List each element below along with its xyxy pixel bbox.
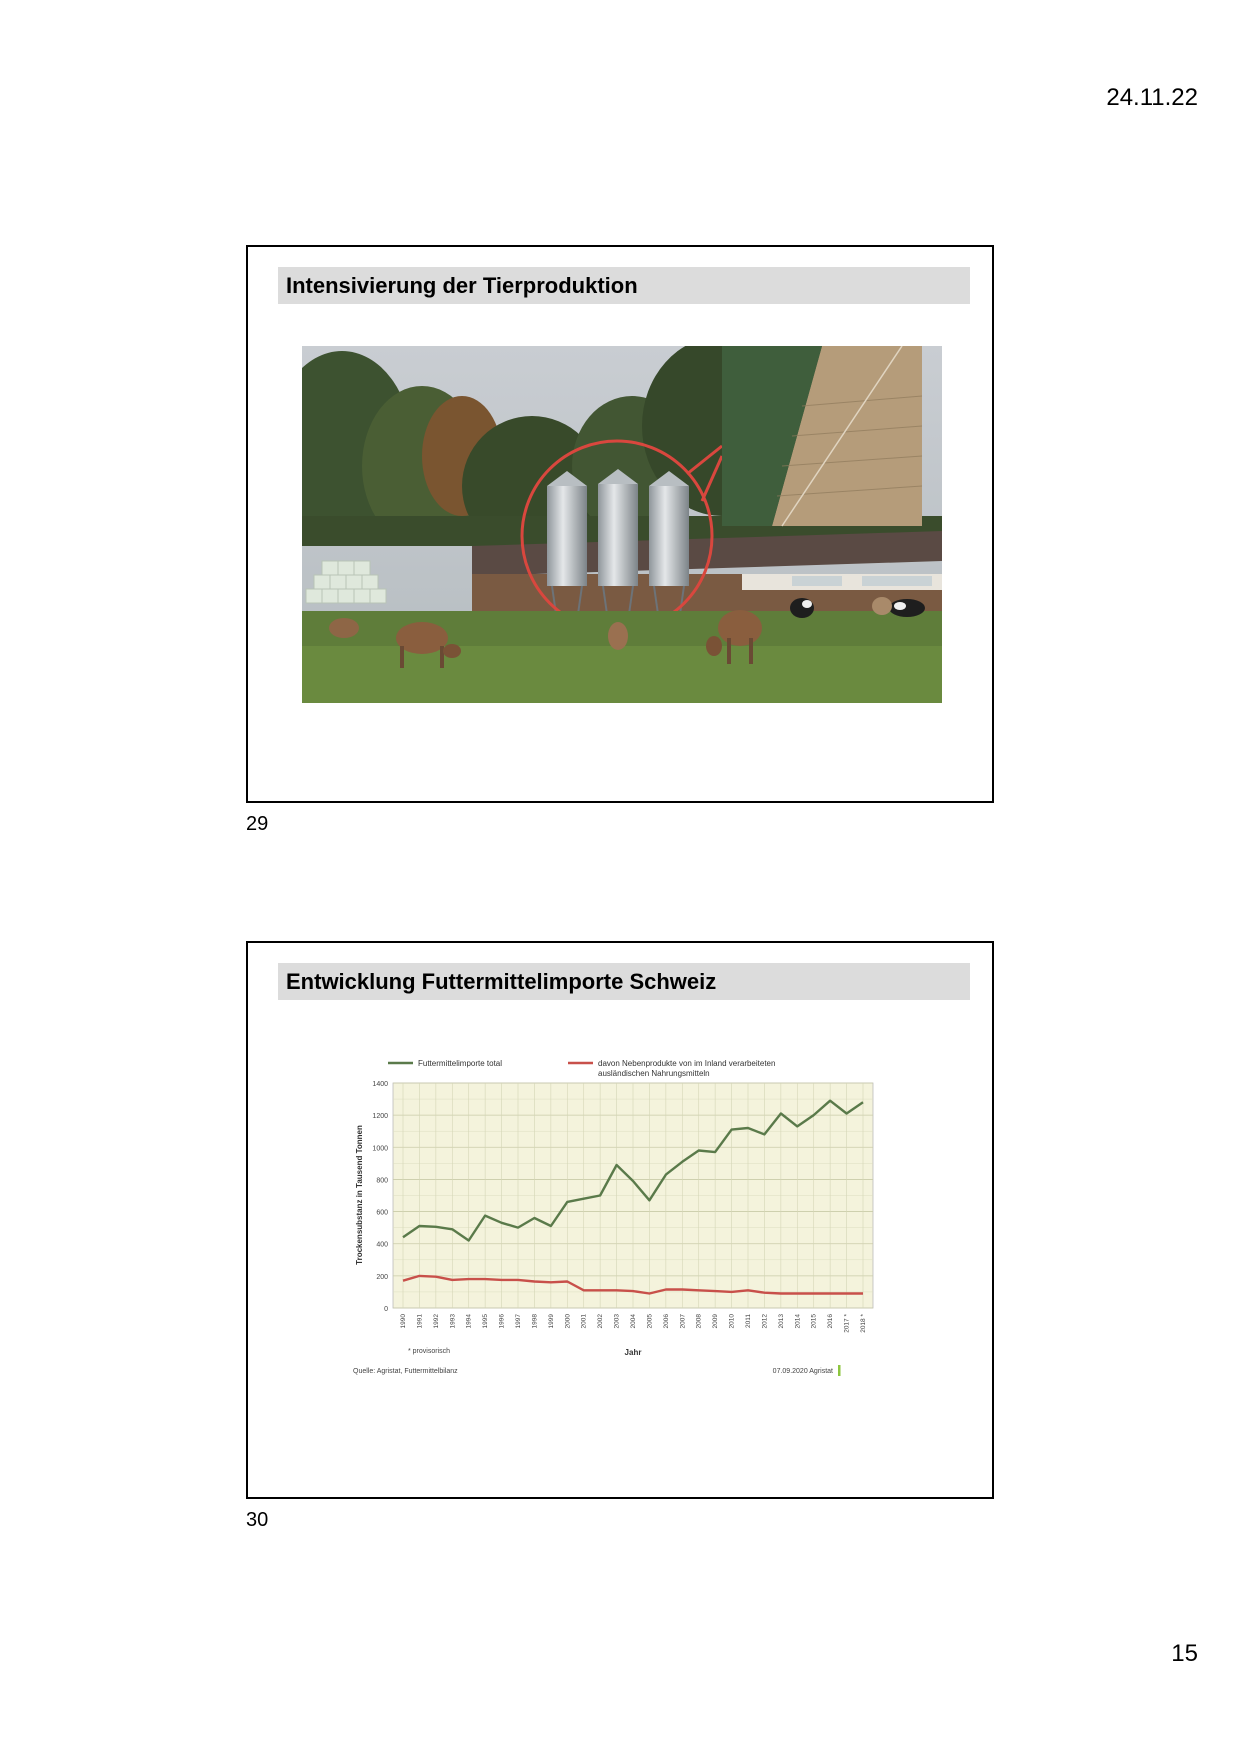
x-tick-label: 2001 — [580, 1314, 588, 1329]
x-tick-label: 2002 — [597, 1314, 605, 1329]
y-tick-label: 400 — [376, 1241, 388, 1249]
line-chart — [348, 1053, 908, 1383]
x-tick-label: 2004 — [630, 1314, 637, 1329]
legend — [388, 1059, 778, 1078]
x-tick-label: 1994 — [465, 1314, 473, 1329]
x-tick-label: 2000 — [564, 1314, 572, 1329]
legend-label-byproducts — [598, 1059, 778, 1078]
y-tick-label: 200 — [376, 1273, 388, 1281]
x-axis-ticks — [400, 1314, 867, 1333]
credit-marker — [838, 1365, 841, 1376]
chart-credit: 07.09.2020 Agristat — [772, 1368, 833, 1375]
x-tick-label: 2014 — [794, 1314, 802, 1329]
legend-label-line1: davon Nebenprodukte von im Inland verarbeiteten — [598, 1059, 776, 1068]
slide-number: 29 — [246, 813, 269, 835]
page-number: 15 — [1171, 1640, 1198, 1667]
slide-title: Entwicklung Futtermittelimporte Schweiz — [278, 963, 970, 1000]
x-tick-label: 2017 * — [843, 1314, 851, 1333]
x-tick-label: 1993 — [449, 1314, 457, 1329]
x-tick-label: 2018 * — [860, 1314, 867, 1333]
chart-footnote: * provisorisch — [408, 1348, 451, 1355]
x-tick-label: 2003 — [613, 1314, 621, 1329]
y-axis-label: Trockensubstanz in Tausend Tonnen — [355, 1125, 364, 1265]
x-tick-label: 1997 — [515, 1314, 522, 1329]
x-tick-label: 2010 — [728, 1314, 736, 1329]
y-tick-label: 0 — [384, 1306, 388, 1313]
x-tick-label: 2007 — [679, 1314, 687, 1329]
header-date: 24.11.22 — [1106, 84, 1198, 111]
legend-label-line2: ausländischen Nahrungsmitteln — [598, 1069, 710, 1078]
slide-29 — [246, 245, 994, 803]
x-tick-label: 2008 — [695, 1314, 703, 1329]
x-tick-label: 2011 — [745, 1314, 752, 1328]
slide-number: 30 — [246, 1509, 269, 1531]
y-tick-label: 1000 — [372, 1145, 388, 1153]
chart-source: Quelle: Agristat, Futtermittelbilanz — [353, 1368, 458, 1375]
x-tick-label: 2015 — [810, 1314, 818, 1329]
slide-title: Intensivierung der Tierproduktion — [278, 267, 970, 304]
farm-photo — [302, 346, 942, 703]
x-tick-label: 2012 — [761, 1314, 769, 1329]
y-tick-label: 800 — [376, 1177, 388, 1185]
x-tick-label: 2016 — [827, 1314, 835, 1329]
x-tick-label: 2006 — [662, 1314, 670, 1329]
x-tick-label: 1990 — [400, 1314, 407, 1329]
y-tick-label: 1200 — [372, 1113, 388, 1121]
y-tick-label: 1400 — [372, 1081, 388, 1088]
x-tick-label: 1991 — [416, 1314, 424, 1329]
x-tick-label: 1996 — [498, 1314, 506, 1329]
x-tick-label: 1998 — [531, 1314, 539, 1329]
y-axis-ticks — [372, 1081, 388, 1313]
x-tick-label: 1992 — [432, 1314, 440, 1329]
slide-30 — [246, 941, 994, 1499]
x-axis-label: Jahr — [624, 1348, 642, 1357]
x-tick-label: 1995 — [482, 1314, 490, 1329]
x-tick-label: 2013 — [777, 1314, 785, 1329]
x-tick-label: 2009 — [712, 1314, 720, 1329]
x-tick-label: 2005 — [646, 1314, 654, 1329]
legend-label-total: Futtermittelimporte total — [418, 1059, 503, 1068]
y-tick-label: 600 — [376, 1209, 388, 1217]
x-tick-label: 1999 — [547, 1314, 555, 1329]
